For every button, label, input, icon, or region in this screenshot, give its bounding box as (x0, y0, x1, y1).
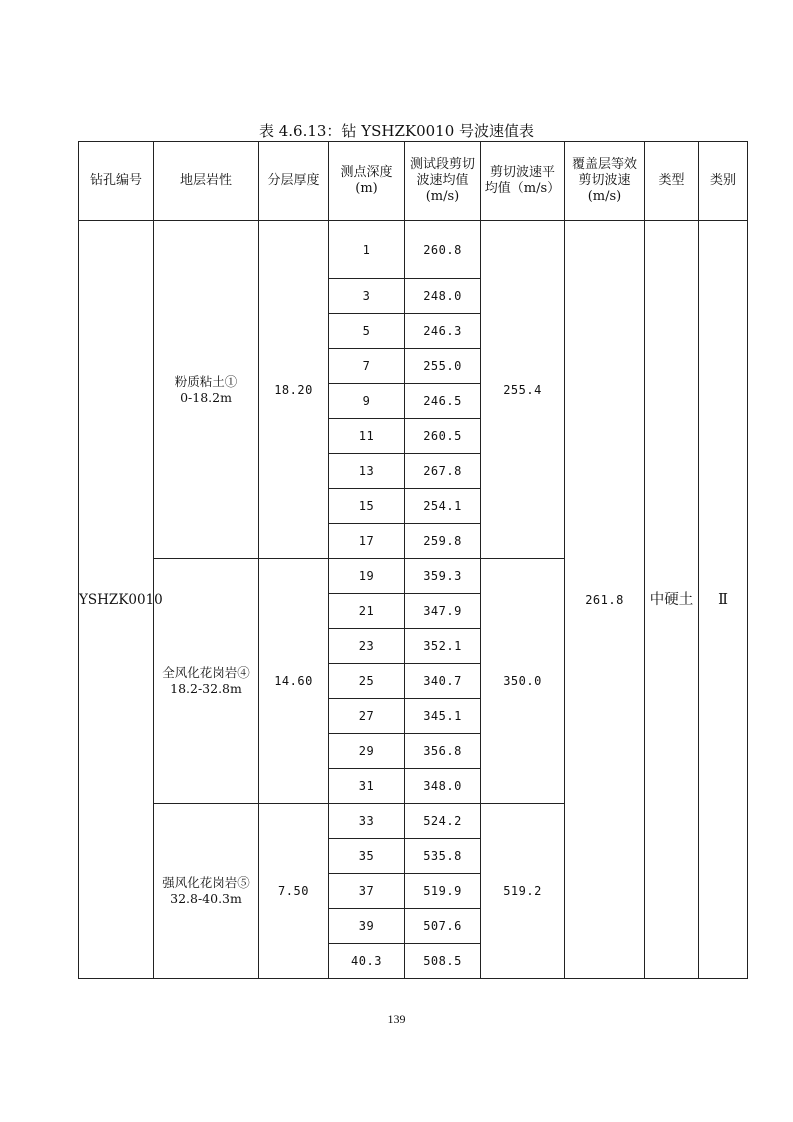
depth-cell: 13 (329, 454, 405, 489)
page-number: 139 (387, 1012, 406, 1026)
lithology-cell (154, 804, 259, 979)
depth-cell: 39 (329, 909, 405, 944)
header-label: 测点深度 (m) (340, 165, 393, 196)
header-average-velocity (481, 142, 565, 221)
segment-velocity-cell: 259.8 (405, 524, 481, 559)
lithology-cell (154, 559, 259, 804)
header-segment-velocity (405, 142, 481, 221)
depth-cell: 31 (329, 769, 405, 804)
segment-velocity-cell: 508.5 (405, 944, 481, 979)
segment-velocity-cell: 348.0 (405, 769, 481, 804)
depth-cell: 35 (329, 839, 405, 874)
depth-cell: 11 (329, 419, 405, 454)
header-lithology (154, 142, 259, 221)
lithology-range: 18.2-32.8m (170, 681, 242, 696)
depth-cell: 1 (329, 221, 405, 279)
segment-velocity-cell: 535.8 (405, 839, 481, 874)
borehole-id-cell: YSHZK0010 (79, 221, 154, 979)
depth-cell: 23 (329, 629, 405, 664)
segment-velocity-cell: 347.9 (405, 594, 481, 629)
lithology-range: 32.8-40.3m (170, 891, 242, 906)
lithology-range: 0-18.2m (180, 389, 232, 405)
equivalent-velocity-cell: 261.8 (565, 221, 645, 979)
table-row (79, 221, 748, 279)
segment-velocity-cell: 524.2 (405, 804, 481, 839)
depth-cell: 5 (329, 314, 405, 349)
depth-cell: 37 (329, 874, 405, 909)
site-class-cell: Ⅱ (699, 221, 748, 979)
average-velocity-cell: 519.2 (481, 804, 565, 979)
lithology-name: 强风化花岗岩⑤ (162, 875, 250, 890)
depth-cell: 27 (329, 699, 405, 734)
header-label: 类型 (658, 173, 685, 188)
table-body (79, 221, 748, 979)
depth-cell: 17 (329, 524, 405, 559)
lithology-name: 全风化花岗岩④ (162, 665, 250, 680)
header-row (79, 142, 748, 221)
average-velocity-cell: 350.0 (481, 559, 565, 804)
depth-cell: 9 (329, 384, 405, 419)
wave-velocity-table (78, 141, 748, 979)
depth-cell: 40.3 (329, 944, 405, 979)
segment-velocity-cell: 260.5 (405, 419, 481, 454)
header-borehole (79, 142, 154, 221)
segment-velocity-cell: 254.1 (405, 489, 481, 524)
depth-cell: 21 (329, 594, 405, 629)
header-thickness (259, 142, 329, 221)
depth-cell: 25 (329, 664, 405, 699)
site-type-cell: 中硬土 (645, 221, 699, 979)
segment-velocity-cell: 359.3 (405, 559, 481, 594)
depth-cell: 3 (329, 279, 405, 314)
header-class (699, 142, 748, 221)
depth-cell: 7 (329, 349, 405, 384)
lithology-cell (154, 221, 259, 559)
segment-velocity-cell: 507.6 (405, 909, 481, 944)
segment-velocity-cell: 340.7 (405, 664, 481, 699)
segment-velocity-cell: 246.3 (405, 314, 481, 349)
header-label: 分层厚度 (267, 173, 320, 188)
layer-thickness-cell: 7.50 (259, 804, 329, 979)
segment-velocity-cell: 519.9 (405, 874, 481, 909)
segment-velocity-cell: 267.8 (405, 454, 481, 489)
segment-velocity-cell: 260.8 (405, 221, 481, 279)
header-type (645, 142, 699, 221)
layer-thickness-cell: 18.20 (259, 221, 329, 559)
lithology-name: 粉质粘土① (174, 373, 238, 389)
segment-velocity-cell: 356.8 (405, 734, 481, 769)
header-label: 钻孔编号 (89, 173, 142, 188)
depth-cell: 15 (329, 489, 405, 524)
segment-velocity-cell: 352.1 (405, 629, 481, 664)
depth-cell: 19 (329, 559, 405, 594)
table-title: 表 4.6.13：钻 YSHZK0010 号波速值表 (258, 122, 535, 140)
segment-velocity-cell: 248.0 (405, 279, 481, 314)
depth-cell: 29 (329, 734, 405, 769)
segment-velocity-cell: 246.5 (405, 384, 481, 419)
header-label: 剪切波速平 均值（m/s） (484, 165, 561, 196)
header-label: 地层岩性 (179, 173, 232, 188)
segment-velocity-cell: 345.1 (405, 699, 481, 734)
header-label: 类别 (709, 173, 736, 188)
layer-thickness-cell: 14.60 (259, 559, 329, 804)
header-label: 测试段剪切 波速均值 (m/s) (409, 157, 475, 204)
average-velocity-cell: 255.4 (481, 221, 565, 559)
header-label: 覆盖层等效 剪切波速 (m/s) (571, 157, 637, 204)
header-equivalent-velocity (565, 142, 645, 221)
header-depth (329, 142, 405, 221)
depth-cell: 33 (329, 804, 405, 839)
segment-velocity-cell: 255.0 (405, 349, 481, 384)
